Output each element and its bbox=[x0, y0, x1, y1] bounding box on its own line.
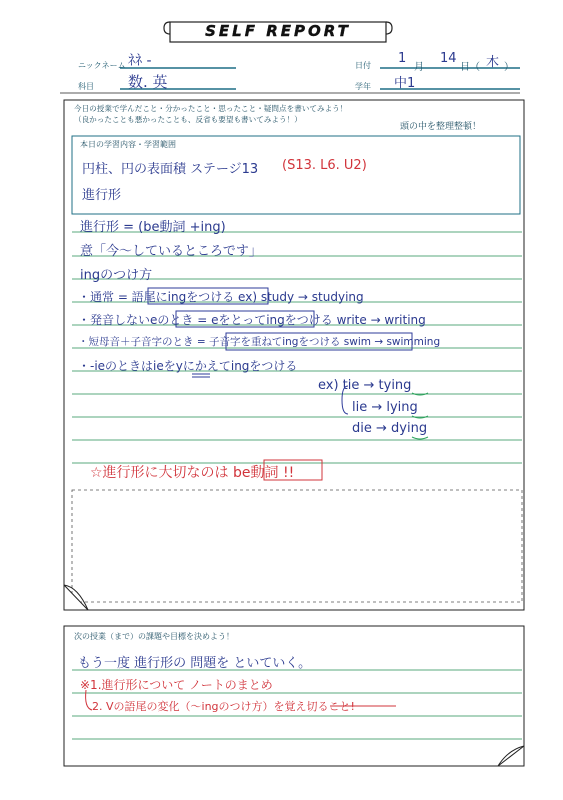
note-line-10: die → dying bbox=[352, 421, 428, 436]
note-line-4: ・通常 = 語尾にingをつける ex) study → studying bbox=[78, 290, 364, 304]
scope-box-label: 本日の学習内容・学習範囲 bbox=[80, 140, 176, 149]
nickname-value: ﾈﾈ - bbox=[128, 53, 152, 69]
date-label: 日付 bbox=[355, 61, 371, 70]
scope-line1-ref: (S13. L6. U2) bbox=[282, 158, 367, 173]
organize-label: 頭の中を整理整頓！ bbox=[400, 122, 482, 132]
note-line-1: 進行形 = (be動詞 +ing) bbox=[80, 220, 226, 235]
subject-label: 科目 bbox=[78, 82, 94, 91]
date-month-suffix: 月 bbox=[414, 62, 424, 73]
goal-line-2: ※1.進行形について ノートのまとめ bbox=[80, 678, 273, 692]
scope-line1: 円柱、円の表面積 ステージ13 bbox=[82, 162, 259, 177]
note-line-5: ・発音しないeのとき = eをとってingをつける write → writing bbox=[78, 313, 426, 327]
subject-value: 数. 英 bbox=[128, 73, 168, 91]
note-line-9: lie → lying bbox=[352, 400, 418, 415]
date-weekday: 木 bbox=[486, 55, 500, 70]
section1-prompt-line1: 今日の授業で学んだこと・分かったこと・思ったこと・疑問点を書いてみよう！ bbox=[74, 104, 348, 113]
page-title: SELF REPORT bbox=[205, 22, 351, 40]
date-day-suffix: 日（ bbox=[460, 62, 480, 73]
note-line-2: 意「今～しているところです」 bbox=[80, 244, 262, 259]
goal-line-3: 2. Vの語尾の変化（～ingのつけ方）を覚え切ること! bbox=[92, 700, 355, 713]
nickname-label: ニックネーム bbox=[78, 61, 126, 70]
note-line-6: ・短母音＋子音字のとき = 子音字を重ねてingをつける swim → swimming bbox=[78, 336, 441, 348]
scope-line2: 進行形 bbox=[82, 188, 122, 203]
note-line-7: ・-ieのときはieをyにかえてingをつける bbox=[78, 359, 298, 373]
grade-label: 学年 bbox=[355, 82, 371, 91]
date-month: 1 bbox=[398, 51, 407, 66]
date-day: 14 bbox=[440, 51, 457, 66]
date-close: ） bbox=[504, 62, 514, 73]
grade-value: 中1 bbox=[394, 76, 416, 91]
note-line-3: ingのつけ方 bbox=[80, 268, 153, 283]
note-line-8: ex) tie → tying bbox=[318, 378, 412, 393]
goal-line-1: もう一度 進行形の 問題を といていく。 bbox=[78, 656, 312, 671]
emphasis-note: ☆進行形に大切なのは be動詞 !! bbox=[90, 465, 295, 481]
section1-prompt-line2: （良かったことも悪かったことも、反省も要望も書いてみよう！） bbox=[74, 115, 302, 124]
section2-prompt: 次の授業（まで）の課題や目標を決めよう！ bbox=[74, 632, 234, 641]
